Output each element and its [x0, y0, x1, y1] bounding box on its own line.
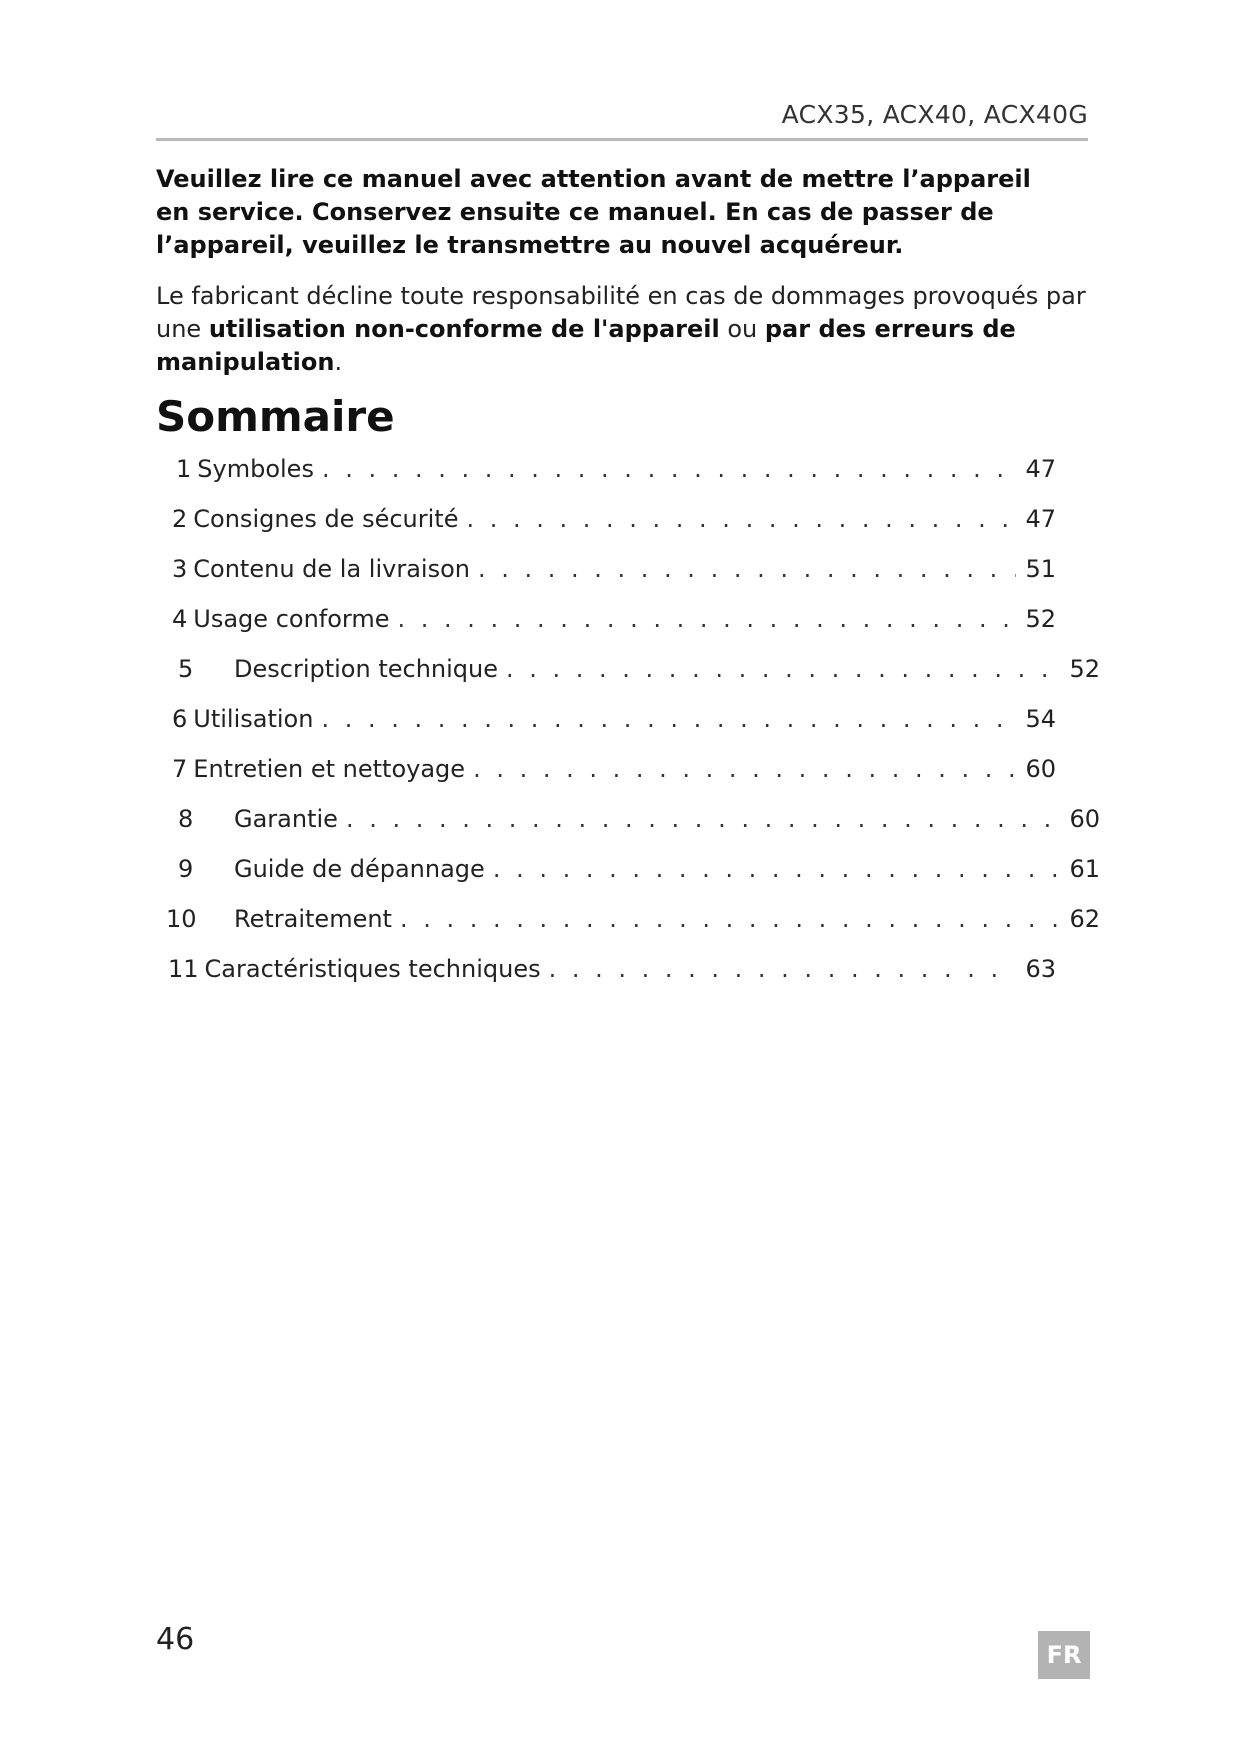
toc-page: 62 — [1069, 905, 1100, 933]
toc-leader — [478, 555, 1016, 583]
toc-entry-1[interactable] — [176, 455, 1056, 495]
toc-entry-9[interactable] — [178, 855, 1100, 895]
toc-leader — [473, 755, 1016, 783]
toc-page: 63 — [1025, 955, 1056, 983]
toc-number: 11 — [168, 955, 199, 983]
language-badge: FR — [1038, 1631, 1090, 1679]
toc-page: 61 — [1069, 855, 1100, 883]
toc-entry-4[interactable] — [172, 605, 1056, 645]
toc-page: 47 — [1025, 455, 1056, 483]
header-model: ACX35, ACX40, ACX40G — [781, 100, 1088, 129]
toc-entry-10[interactable] — [166, 905, 1100, 945]
toc-label: Utilisation — [193, 705, 314, 733]
toc-label: Symboles — [197, 455, 314, 483]
toc-page: 60 — [1069, 805, 1100, 833]
toc-label: Retraitement — [234, 905, 392, 933]
toc-number: 6 — [172, 705, 188, 733]
toc-page: 54 — [1025, 705, 1056, 733]
toc-leader — [321, 705, 1016, 733]
disclaimer-text-3: . — [334, 348, 343, 376]
toc-number: 7 — [172, 755, 188, 783]
page-number: 46 — [156, 1622, 195, 1657]
toc-leader — [346, 805, 1060, 833]
toc-entry-2[interactable] — [172, 505, 1056, 545]
disclaimer-text-1: Le fabricant décline toute responsabilité en cas de dommages provoqués par une — [156, 282, 1086, 343]
toc-label: Entretien et nettoyage — [193, 755, 466, 783]
disclaimer-text-2: ou — [719, 315, 765, 343]
toc-label: Consignes de sécurité — [193, 505, 459, 533]
toc-entry-5[interactable] — [178, 655, 1100, 695]
toc-page: 47 — [1025, 505, 1056, 533]
toc-number: 4 — [172, 605, 188, 633]
toc-label: Garantie — [234, 805, 338, 833]
toc-leader — [549, 955, 1016, 983]
toc-number: 1 — [176, 455, 192, 483]
header-rule — [156, 138, 1088, 141]
disclaimer — [156, 280, 1096, 379]
toc-entry-11[interactable] — [168, 955, 1056, 995]
toc-number: 5 — [178, 655, 194, 683]
toc-leader — [493, 855, 1060, 883]
toc-page: 52 — [1025, 605, 1056, 633]
disclaimer-bold-1: utilisation non-conforme de l'appareil — [208, 315, 720, 343]
toc-entry-3[interactable] — [172, 555, 1056, 595]
toc-label: Guide de dépannage — [234, 855, 485, 883]
toc-leader — [506, 655, 1060, 683]
toc-label: Contenu de la livraison — [193, 555, 470, 583]
toc-leader — [398, 605, 1017, 633]
toc-label: Usage conforme — [193, 605, 390, 633]
toc-leader — [322, 455, 1016, 483]
toc-page: 52 — [1069, 655, 1100, 683]
toc-label: Description technique — [234, 655, 498, 683]
toc-number: 2 — [172, 505, 188, 533]
toc-title: Sommaire — [156, 392, 395, 441]
toc-entry-8[interactable] — [178, 805, 1100, 845]
toc-entry-7[interactable] — [172, 755, 1056, 795]
toc-label: Caractéristiques techniques — [204, 955, 541, 983]
toc-page: 60 — [1025, 755, 1056, 783]
intro-warning: Veuillez lire ce manuel avec attention avant de mettre l’appareil en service. Conservez ensuite ce manuel. En cas de passer de l’appareil, veuillez le transmettre au nouvel acquéreur. — [156, 165, 1031, 259]
toc-number: 8 — [178, 805, 194, 833]
toc-leader — [400, 905, 1060, 933]
toc-leader — [466, 505, 1016, 533]
toc-page: 51 — [1025, 555, 1056, 583]
disclaimer-bold-2: par des erreurs de manipulation — [156, 315, 1016, 376]
toc-entry-6[interactable] — [172, 705, 1056, 745]
toc-number: 10 — [166, 905, 197, 933]
toc-number: 3 — [172, 555, 188, 583]
toc-number: 9 — [178, 855, 194, 883]
